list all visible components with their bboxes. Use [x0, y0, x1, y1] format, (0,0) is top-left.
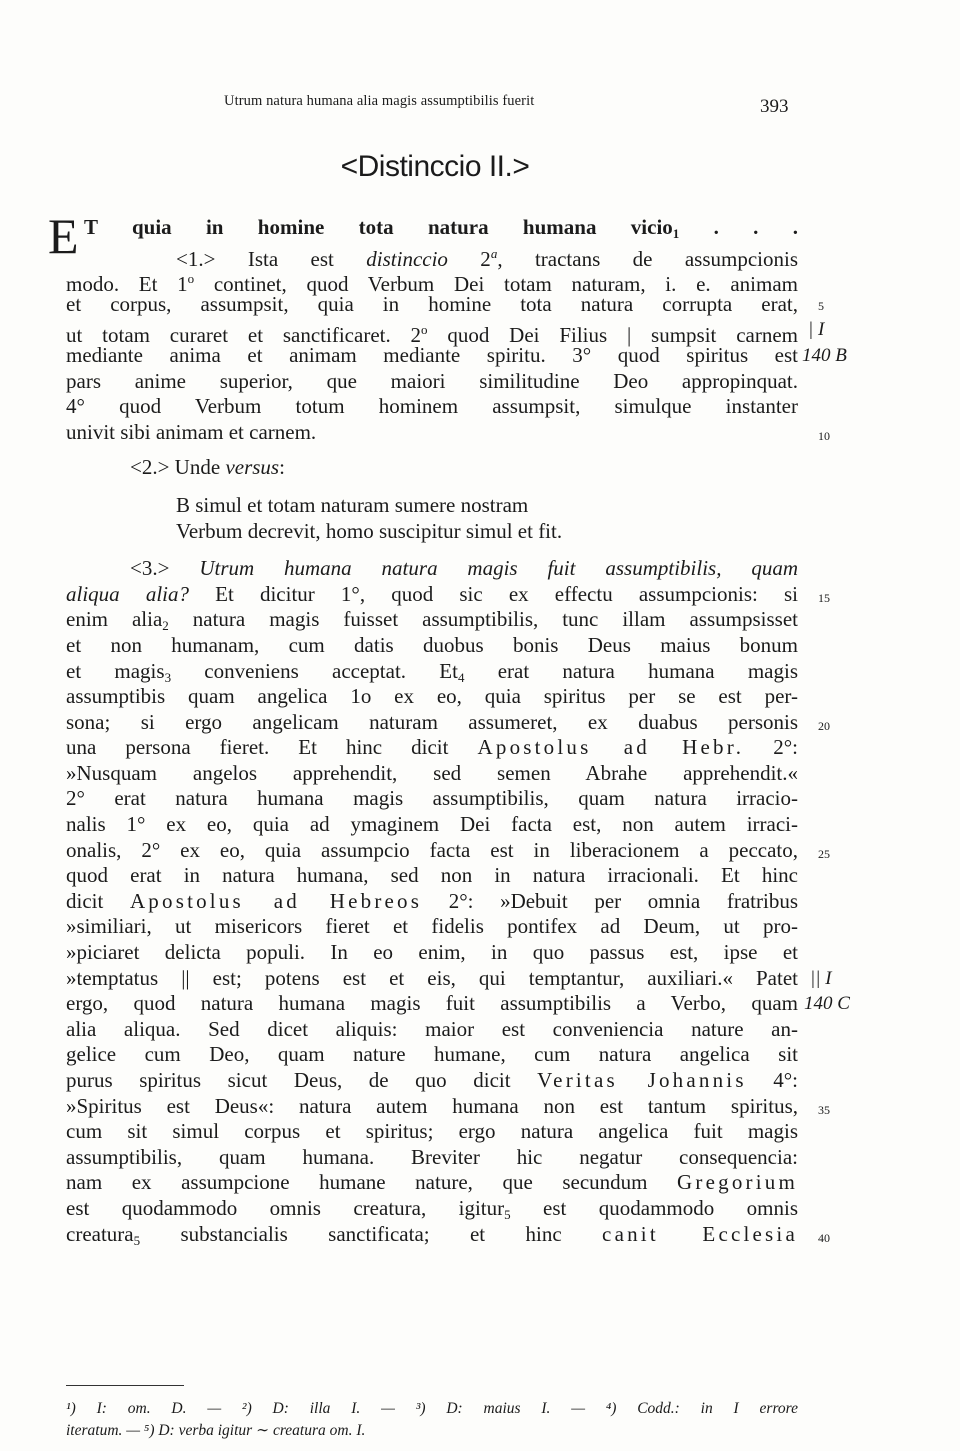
text-span: 2°: »Debuit per omnia fratribus [422, 888, 798, 913]
text-span: »similiari, ut misericors fieret et fidelis pontifex ad Deum, ut pro- [66, 914, 798, 939]
text-span: »temptatus || est; potens est et eis, qui temptantur, auxiliari.« Patet [66, 965, 798, 990]
text-span: 2°: [744, 735, 798, 760]
text-span: B simul et totam naturam sumere nostram [176, 492, 529, 517]
text-line [66, 241, 799, 271]
text-line [66, 659, 798, 685]
text-span: est quodammodo omnis [510, 1195, 798, 1220]
text-line [66, 914, 798, 940]
text-span: modo. Et 1 [66, 272, 188, 297]
line-number: 20 [818, 718, 830, 733]
margin-reference: 140 B [802, 344, 847, 366]
footnote-line: iteratum. — ⁵) D: verba igitur ∼ creatura om. I. [66, 1422, 366, 1439]
text-span: T [84, 215, 98, 239]
text-line [66, 1068, 798, 1094]
verse-line [66, 519, 798, 545]
text-span: una persona fieret. Et hinc dicit [66, 735, 478, 760]
text-line [66, 1196, 798, 1222]
margin-reference: | I [808, 319, 825, 341]
text-span: continet, quod Verbum Dei totam naturam, i. e. animam [194, 272, 798, 297]
text-span: sona; si ergo angelicam naturam assumeret, ex duabus personis [66, 709, 798, 734]
text-line [66, 1145, 798, 1171]
text-span: 4° quod Verbum totum hominem assumpsit, simulque instanter [66, 394, 798, 419]
text-span: et corpus, assumpsit, quia in homine tota natura corrupta erat, [66, 291, 798, 316]
text-span: 1 [672, 226, 680, 241]
drop-capital: E [48, 208, 79, 264]
text-span: purus spiritus sicut Deus, de quo dicit [66, 1068, 511, 1092]
text-span: enim alia [66, 607, 163, 632]
text-line [66, 291, 824, 318]
verse-line [66, 493, 798, 519]
footnote-rule [66, 1385, 184, 1386]
text-span: »piciaret delicta populi. In eo enim, in quo passus est, ipse et [66, 940, 798, 965]
text-span: onalis, 2° ex eo, quia assumpcio facta est in liberacionem a peccato, [66, 837, 798, 862]
footnote-line: ¹) I: om. D. — ²) D: illa I. — ³) D: maius I. — ⁴) Codd.: in I errore [66, 1400, 798, 1417]
text-span: canit Ecclesia [602, 1221, 798, 1246]
text-span: nam ex assumpcione humane nature, que secundum [66, 1170, 678, 1195]
text-span: assumptibis quam angelica 1o ex eo, quia spiritus per se est per- [66, 684, 798, 709]
text-span: versus [225, 455, 280, 480]
text-span: quod Dei Filius | sumpsit carnem [427, 323, 798, 348]
text-line [66, 1221, 830, 1248]
text-line [66, 761, 798, 787]
text-line [66, 633, 798, 659]
main-text [48, 208, 850, 1248]
line-number: 25 [818, 846, 830, 861]
text-span: pars anime superior, que maiori similitudine Deo appropinquat. [66, 368, 798, 393]
text-span: quia in homine tota natura humana vicio [97, 215, 673, 239]
text-line [66, 786, 798, 812]
text-line [66, 735, 798, 761]
text-span: Apostolus ad Hebr. [477, 735, 745, 760]
text-line [66, 394, 798, 420]
text-line [66, 837, 830, 864]
text-span: . . . [679, 215, 798, 239]
margin-reference: || I [810, 967, 832, 989]
text-span: dicit [66, 888, 130, 913]
text-span: 5 [133, 1232, 141, 1248]
text-span: est quodammodo omnis creatura, igitur [66, 1195, 505, 1220]
text-line [66, 1170, 798, 1196]
text-line [66, 1093, 830, 1120]
text-span: univit sibi animam et carnem. [66, 419, 317, 444]
text-span: ergo, quod natura humana magis fuit assumptibilis a Verbo, quam [66, 991, 798, 1016]
text-line [66, 863, 798, 889]
text-span: o [187, 271, 195, 287]
text-line [66, 684, 798, 710]
text-span: et non humanam, cum datis duobus bonis Deus maius bonum [66, 632, 798, 657]
text-line [66, 581, 830, 608]
text-line [66, 1042, 798, 1068]
text-span: 3 [164, 669, 172, 685]
text-span: »Nusquam angelos apprehendit, sed semen Abrahe apprehendit.« [66, 760, 798, 785]
text-line [66, 940, 798, 966]
text-span: 2 [162, 618, 169, 634]
line-number: 35 [818, 1102, 830, 1117]
text-span: substancialis sanctificata; et hinc [140, 1221, 603, 1246]
text-span: : [279, 455, 285, 480]
text-span: o [421, 322, 428, 338]
text-span: 2 [447, 246, 491, 271]
text-span: ut totam curaret et sanctificaret. 2 [66, 323, 422, 348]
text-span: aliqua alia? [66, 581, 189, 606]
text-span: 5 [504, 1206, 511, 1222]
text-span: Gregorium [677, 1170, 798, 1195]
text-span: distinccio [366, 246, 448, 271]
text-line [66, 991, 850, 1017]
text-span: <1.> Ista est [176, 246, 367, 271]
margin-reference: 140 C [804, 993, 850, 1015]
text-line [66, 607, 798, 633]
text-line [66, 1119, 798, 1145]
text-span: Utrum humana natura magis fuit assumptibilis, quam [199, 556, 798, 581]
text-span: Et dicitur 1°, quod sic ex effectu assumpcionis: si [189, 581, 799, 606]
text-span: <2.> Unde [130, 455, 226, 480]
text-span: alia aliqua. Sed dicet aliquis: maior est conveniencia nature an- [66, 1016, 798, 1041]
text-span: nalis 1° ex eo, quia ad ymaginem Dei facta est, non autem irraci- [66, 812, 798, 837]
page-number: 393 [760, 96, 789, 117]
section-title: <Distinccio II.> [340, 150, 530, 183]
line-number: 40 [818, 1230, 830, 1245]
text-line [66, 709, 830, 736]
text-line [66, 455, 798, 481]
text-span: erat natura humana magis [464, 658, 798, 683]
text-span: , tractans de assumpcionis [497, 246, 799, 271]
text-line [66, 342, 847, 369]
line-number: 10 [818, 428, 830, 443]
text-span: natura magis fuisset assumptibilis, tunc illam assumpsisset [168, 607, 798, 632]
text-span: 4 [457, 669, 465, 685]
text-span: et magis [66, 658, 165, 683]
question-heading [66, 556, 798, 582]
line-number: 5 [818, 298, 824, 313]
text-span: quod erat in natura humana, sed non in natura irracionali. Et hinc [66, 863, 798, 888]
line-number: 15 [818, 590, 830, 605]
text-span: Apostolus ad Hebreos [129, 888, 423, 913]
text-span: cum sit simul corpus et spiritus; ergo natura angelica fuit magis [66, 1119, 798, 1144]
text-span: mediante anima et animam mediante spiritu. 3° quod spiritus est [66, 342, 798, 367]
text-span: Veritas Johannis [537, 1068, 747, 1092]
text-line [66, 965, 832, 992]
text-span: <3.> [130, 556, 200, 581]
text-line [66, 266, 798, 297]
text-span: gelice cum Deo, quam nature humane, cum natura angelica sit [66, 1042, 798, 1067]
text-line [66, 1017, 798, 1043]
text-span: Verbum decrevit, homo suscipitur simul et fit. [176, 518, 563, 543]
text-span: a [490, 245, 498, 261]
text-span: »Spiritus est Deus«: natura autem humana non est tantum spiritus, [66, 1093, 798, 1118]
running-head: Utrum natura humana alia magis assumptibilis fuerit [224, 93, 535, 109]
text-span: 2° erat natura humana magis assumptibilis, quam natura irracio- [66, 786, 798, 811]
text-span: conveniens acceptat. Et [171, 658, 458, 683]
text-span: assumptibilis, quam humana. Breviter hic negatur consequencia: [66, 1144, 798, 1169]
text-span: 4°: [746, 1068, 799, 1092]
text-line [66, 419, 830, 446]
text-line [66, 369, 798, 395]
text-line [66, 812, 798, 838]
text-line [66, 317, 825, 348]
text-span: creatura [66, 1221, 134, 1246]
text-line [66, 889, 798, 915]
